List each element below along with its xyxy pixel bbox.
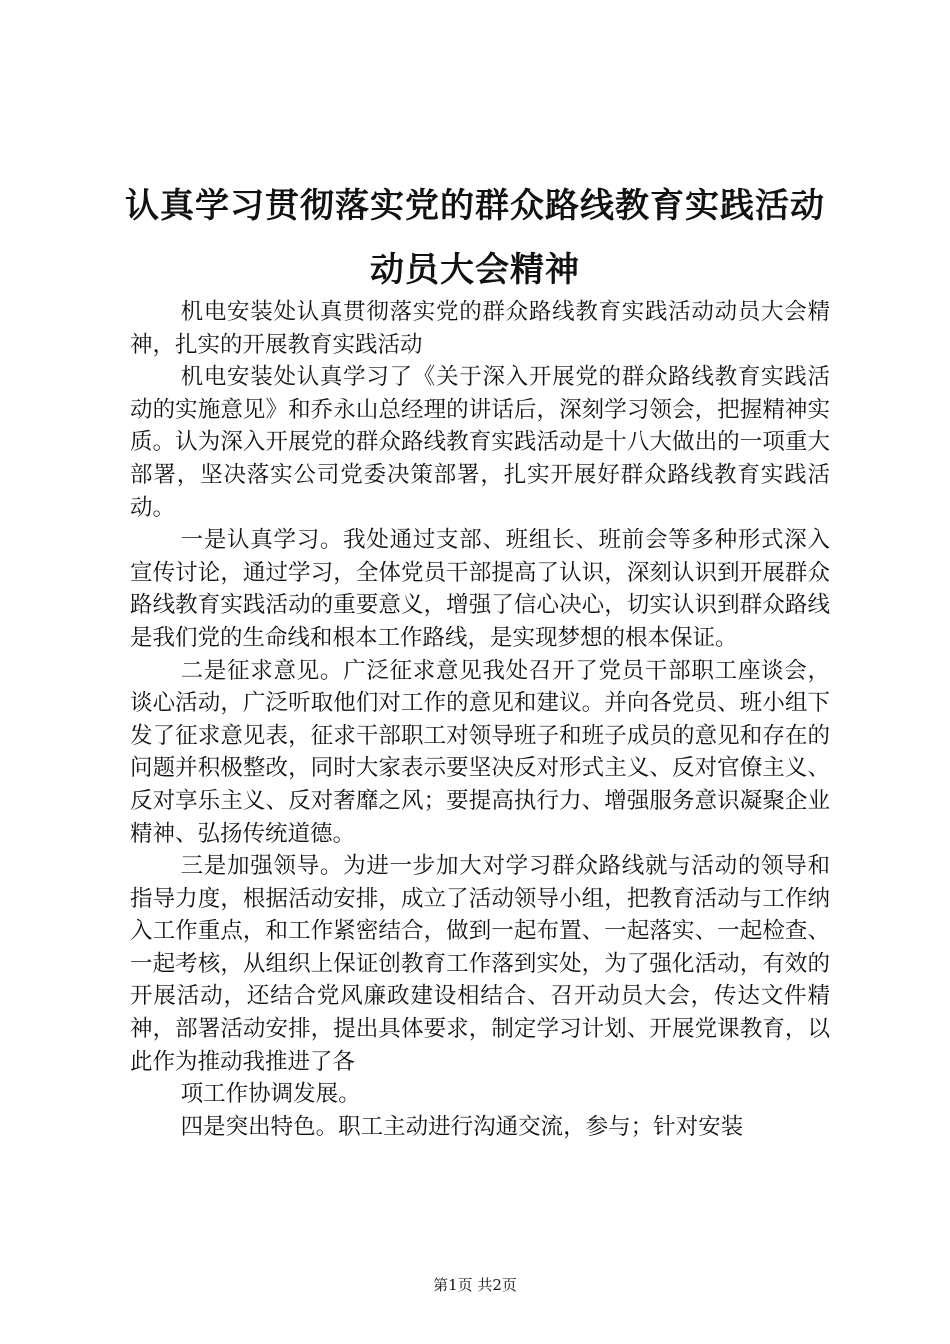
page-number-footer: 第1页 共2页 (433, 1276, 517, 1294)
paragraph-three-leadership: 三是加强领导。为进一步加大对学习群众路线就与活动的领导和指导力度，根据活动安排，成立了活动领导小组，把教育活动与工作纳入工作重点，和工作紧密结合，做到一起布置、一起落实、一起检查、一起考核，从组织上保证创教育工作落到实处，为了强化活动，有效的开展活动，还结合党风廉政建设相结合、召开动员大会，传达文件精神，部署活动安排，提出具体要求，制定学习计划、开展党课教育，以此作为推动我推进了各 (130, 853, 830, 1075)
paragraph-continuation: 项工作协调发展。 (180, 1081, 361, 1108)
paragraph-two-opinions: 二是征求意见。广泛征求意见我处召开了党员干部职工座谈会，谈心活动，广泛听取他们对工作的意见和建议。并向各党员、班小组下发了征求意见表，征求干部职工对领导班子和班子成员的意见和存在的问题并积极整改，同时大家表示要坚决反对形式主义、反对官僚主义、反对享乐主义、反对奢靡之风；要提高执行力、增强服务意识凝聚企业精神、弘扬传统道德。 (130, 657, 830, 847)
document-title-line-1: 认真学习贯彻落实党的群众路线教育实践活动 (125, 186, 825, 226)
paragraph-intro: 机电安装处认真贯彻落实党的群众路线教育实践活动动员大会精神，扎实的开展教育实践活动 (130, 299, 830, 358)
paragraph-study-opinion: 机电安装处认真学习了《关于深入开展党的群众路线教育实践活动的实施意见》和乔永山总经理的讲话后，深刻学习领会，把握精神实质。认为深入开展党的群众路线教育实践活动是十八大做出的一项重大部署，坚决落实公司党委决策部署，扎实开展好群众路线教育实践活动。 (130, 364, 830, 521)
document-title-line-2: 动员大会精神 (370, 250, 580, 290)
paragraph-four-features: 四是突出特色。职工主动进行沟通交流，参与；针对安装 (180, 1113, 744, 1140)
paragraph-one-study: 一是认真学习。我处通过支部、班组长、班前会等多种形式深入宣传讨论，通过学习，全体党员干部提高了认识，深刻认识到开展群众路线教育实践活动的重要意义，增强了信心决心，切实认识到群众路线是我们党的生命线和根本工作路线，是实现梦想的根本保证。 (130, 527, 830, 651)
document-body (130, 296, 830, 1143)
